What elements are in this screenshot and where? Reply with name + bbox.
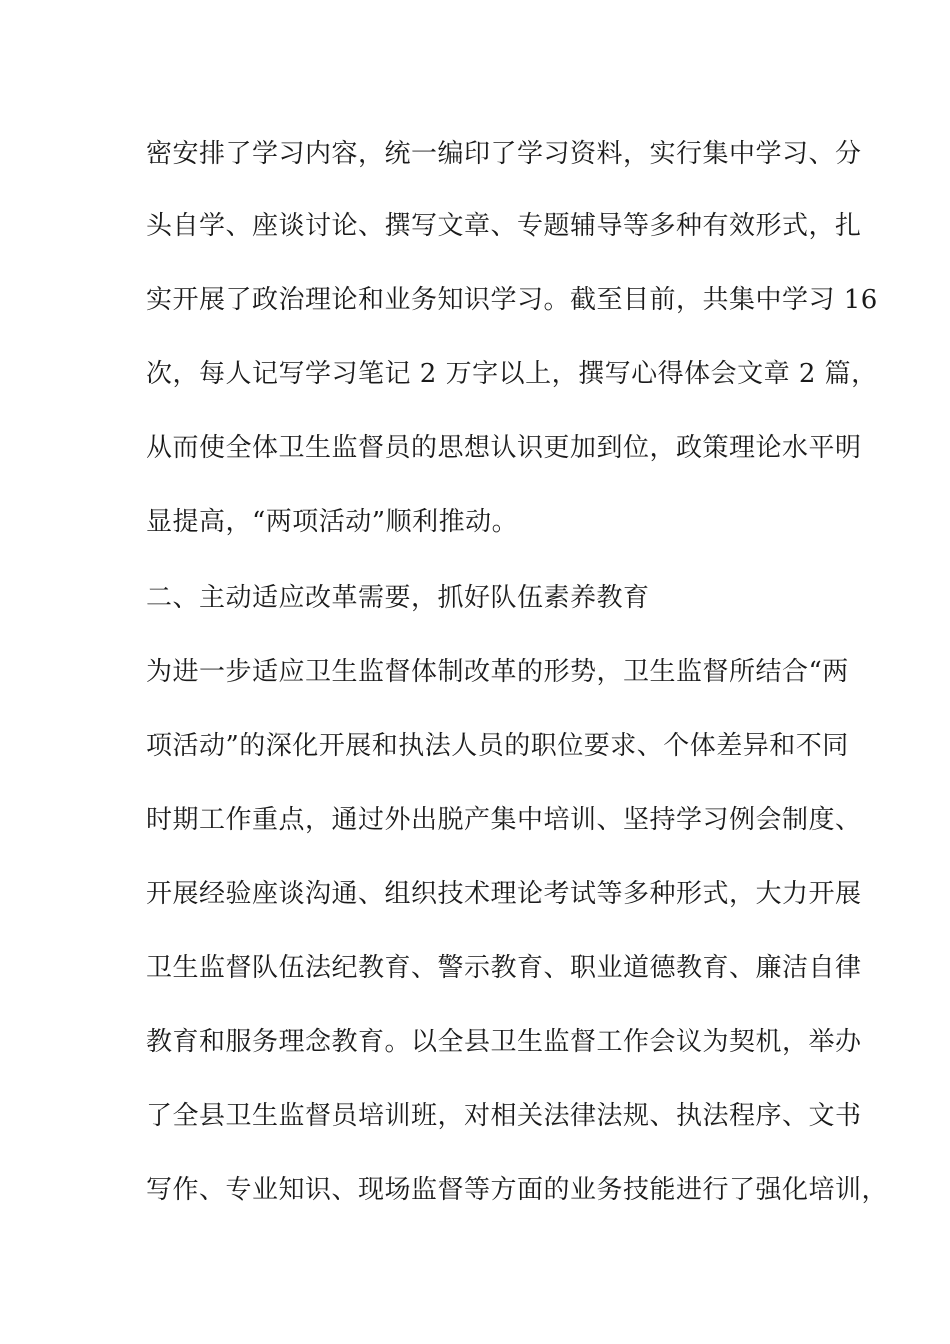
body-text-line: 开展经验座谈沟通、组织技术理论考试等多种形式，大力开展 (146, 879, 862, 909)
body-text-line: 为进一步适应卫生监督体制改革的形势，卫生监督所结合“两 (146, 657, 849, 687)
body-text-line: 密安排了学习内容，统一编印了学习资料，实行集中学习、分 (146, 139, 862, 169)
body-text-line: 项活动”的深化开展和执法人员的职位要求、个体差异和不同 (146, 731, 849, 761)
body-text-line: 卫生监督队伍法纪教育、警示教育、职业道德教育、廉洁自律 (146, 953, 862, 983)
section-heading: 二、主动适应改革需要，抓好队伍素养教育 (146, 583, 650, 613)
body-text-line: 了全县卫生监督员培训班，对相关法律法规、执法程序、文书 (146, 1101, 862, 1131)
body-text-line: 写作、专业知识、现场监督等方面的业务技能进行了强化培训， (146, 1175, 889, 1205)
body-text-line: 教育和服务理念教育。以全县卫生监督工作会议为契机，举办 (146, 1027, 862, 1057)
body-text-line: 次，每人记写学习笔记 2 万字以上，撰写心得体会文章 2 篇， (146, 359, 878, 389)
body-text-line: 时期工作重点，通过外出脱产集中培训、坚持学习例会制度、 (146, 805, 862, 835)
body-text-line: 实开展了政治理论和业务知识学习。截至目前，共集中学习 16 (146, 285, 878, 315)
body-text-line: 头自学、座谈讨论、撰写文章、专题辅导等多种有效形式，扎 (146, 211, 862, 241)
body-text-line: 显提高，“两项活动”顺利推动。 (146, 507, 519, 537)
body-text-line: 从而使全体卫生监督员的思想认识更加到位，政策理论水平明 (146, 433, 862, 463)
